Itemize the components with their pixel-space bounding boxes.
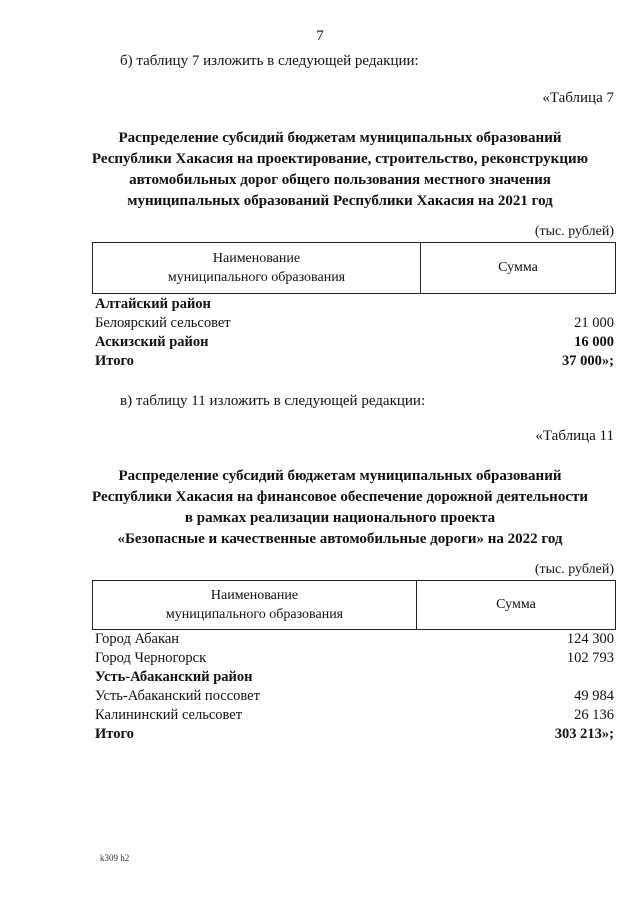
row-amount: 37 000»; [562,353,614,369]
table-7-heading [60,128,620,212]
unit-note: (тыс. рублей) [534,562,614,577]
instruction-table-11: в) таблицу 11 изложить в следующей редакции: [120,393,426,409]
column-header-name-line1: Наименование [210,588,299,603]
row-name: Город Черногорск [95,650,207,666]
row-name: Белоярский сельсовет [95,315,231,331]
heading-line: Распределение субсидий бюджетам муниципальных образований [118,130,562,146]
page-number: 7 [316,28,324,44]
table-7-reference: «Таблица 7 [542,90,614,106]
column-header-sum: Сумма [498,260,538,275]
heading-line: Распределение субсидий бюджетам муниципальных образований [118,468,562,484]
table-row [95,687,614,706]
column-header-name-line2: муниципального образования [165,607,344,622]
row-amount: 49 984 [574,688,614,704]
table-row [95,295,614,314]
table-11-header [92,580,616,630]
column-header-name [93,243,421,293]
column-header-name-line1: Наименование [212,251,301,266]
row-amount: 26 136 [574,707,614,723]
table-row [95,314,614,333]
row-amount: 16 000 [574,334,614,350]
table-row [95,630,614,649]
row-name: Итого [95,726,134,742]
column-header-name-line2: муниципального образования [167,270,346,285]
row-name: Итого [95,353,134,369]
table-7-header [92,242,616,294]
row-amount: 303 213»; [554,726,614,742]
row-name: Калининский сельсовет [95,707,243,723]
row-amount: 102 793 [566,650,614,666]
table-row [95,649,614,668]
instruction-table-7: б) таблицу 7 изложить в следующей редакции: [120,53,419,69]
table-11-rows [95,630,614,744]
row-amount: 124 300 [566,631,614,647]
unit-note: (тыс. рублей) [534,224,614,239]
heading-line: Республики Хакасия на проектирование, строительство, реконструкцию [91,151,589,167]
heading-line: в рамках реализации национального проекта [184,510,496,526]
heading-line: муниципальных образований Республики Хакасия на 2021 год [127,193,553,209]
heading-line: автомобильных дорог общего пользования местного значения [129,172,551,188]
heading-line: Республики Хакасия на финансовое обеспечение дорожной деятельности [92,489,588,505]
row-name: Усть-Абаканский поссовет [95,688,260,704]
table-11-reference: «Таблица 11 [535,428,614,444]
row-name: Алтайский район [95,296,211,312]
column-header-name [93,581,417,629]
heading-line: «Безопасные и качественные автомобильные дороги» на 2022 год [117,531,563,547]
table-row [95,668,614,687]
table-7-rows [95,295,614,371]
table-11-heading [60,466,620,550]
column-header-sum: Сумма [496,597,536,612]
row-amount: 21 000 [574,315,614,331]
table-row-total [95,352,614,371]
row-name: Аскизский район [95,334,209,350]
row-name: Усть-Абаканский район [95,669,253,685]
document-code: k309 h2 [100,853,130,863]
table-row [95,706,614,725]
table-row [95,333,614,352]
row-name: Город Абакан [95,631,180,647]
table-row-total [95,725,614,744]
